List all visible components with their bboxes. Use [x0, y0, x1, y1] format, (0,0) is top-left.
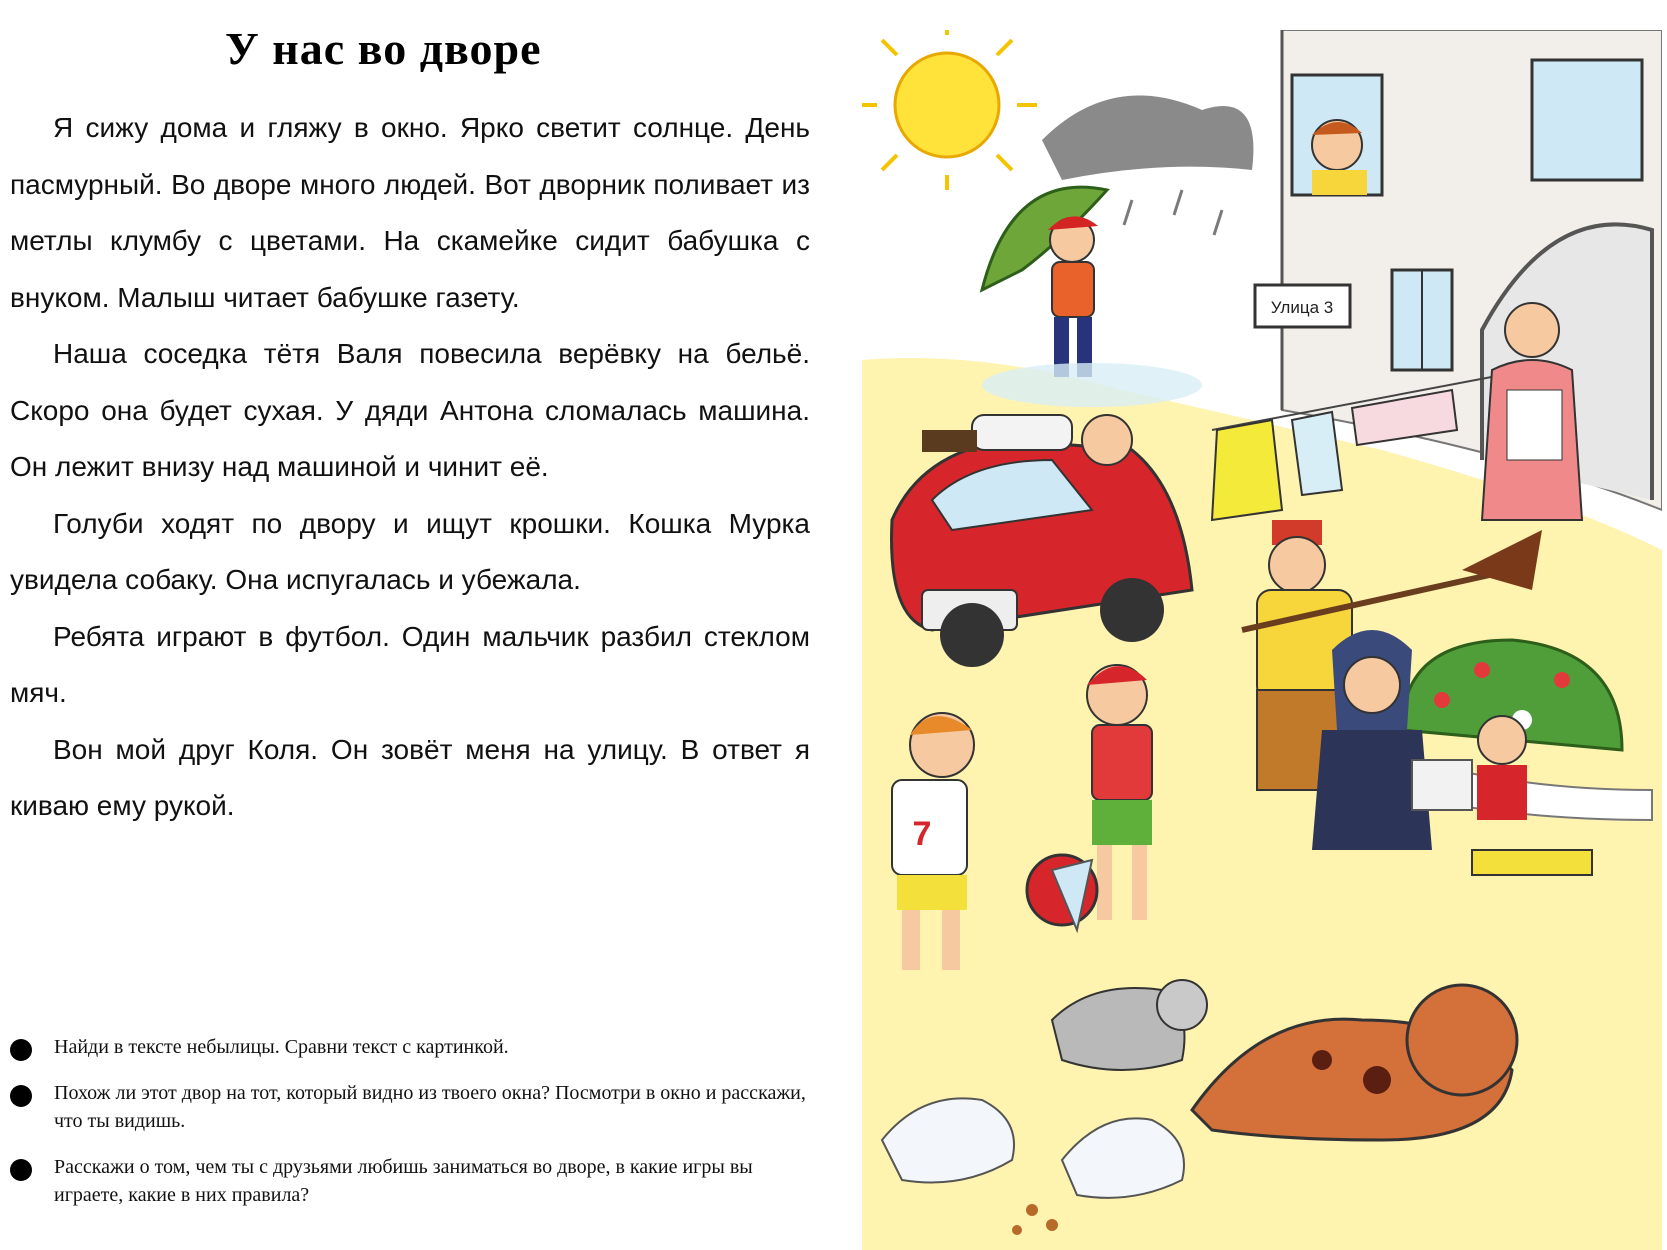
shirt-number: 7 [912, 815, 932, 853]
page-title: У нас во дворе [225, 23, 542, 74]
rain-drops [1084, 190, 1222, 235]
paragraph-3: Голуби ходят по двору и ищут крошки. Кошка Мурка увидела собаку. Она испугалась и убежала. [10, 507, 810, 595]
task-item [10, 1153, 815, 1209]
paragraph-4: Ребята играют в футбол. Один мальчик разбил стеклом мяч. [10, 620, 810, 708]
story-text [10, 100, 810, 835]
paragraph-2: Наша соседка тётя Валя повесила верёвку на бельё. Скоро она будет сухая. У дяди Антона сломалась машина. Он лежит внизу над машиной и чинит её. [10, 338, 810, 482]
window-top-right [1532, 60, 1642, 180]
paragraph-1: Я сижу дома и гляжу в окно. Ярко светит солнце. День пасмурный. Во дворе много людей. Вот дворник поливает из метлы клумбу с цветами. На скамейке сидит бабушка с внуком. Малыш читает бабушке газету. [10, 112, 810, 313]
street-sign-text: Улица 3 [1270, 298, 1334, 317]
task-text-2: Похож ли этот двор на тот, который видно из твоего окна? Посмотри в окно и расскажи, что ты видишь. [54, 1082, 806, 1132]
bullet-icon [10, 1085, 32, 1107]
task-list [10, 1033, 815, 1227]
rain-cloud [1042, 95, 1253, 180]
bullet-icon [10, 1039, 32, 1061]
yard-illustration [862, 30, 1662, 1250]
bullet-icon [10, 1159, 32, 1181]
task-item [10, 1079, 815, 1135]
task-item [10, 1033, 815, 1061]
boy-in-window [1312, 120, 1367, 195]
sun [862, 30, 1037, 190]
paragraph-5: Вон мой друг Коля. Он зовёт меня на улицу. В ответ я киваю ему рукой. [10, 733, 810, 821]
boy-with-umbrella [982, 187, 1202, 407]
task-text-1: Найди в тексте небылицы. Сравни текст с картинкой. [54, 1036, 509, 1058]
task-text-3: Расскажи о том, чем ты с друзьями любишь заниматься во дворе, в какие игры вы играете, какие в них правила? [54, 1156, 753, 1206]
